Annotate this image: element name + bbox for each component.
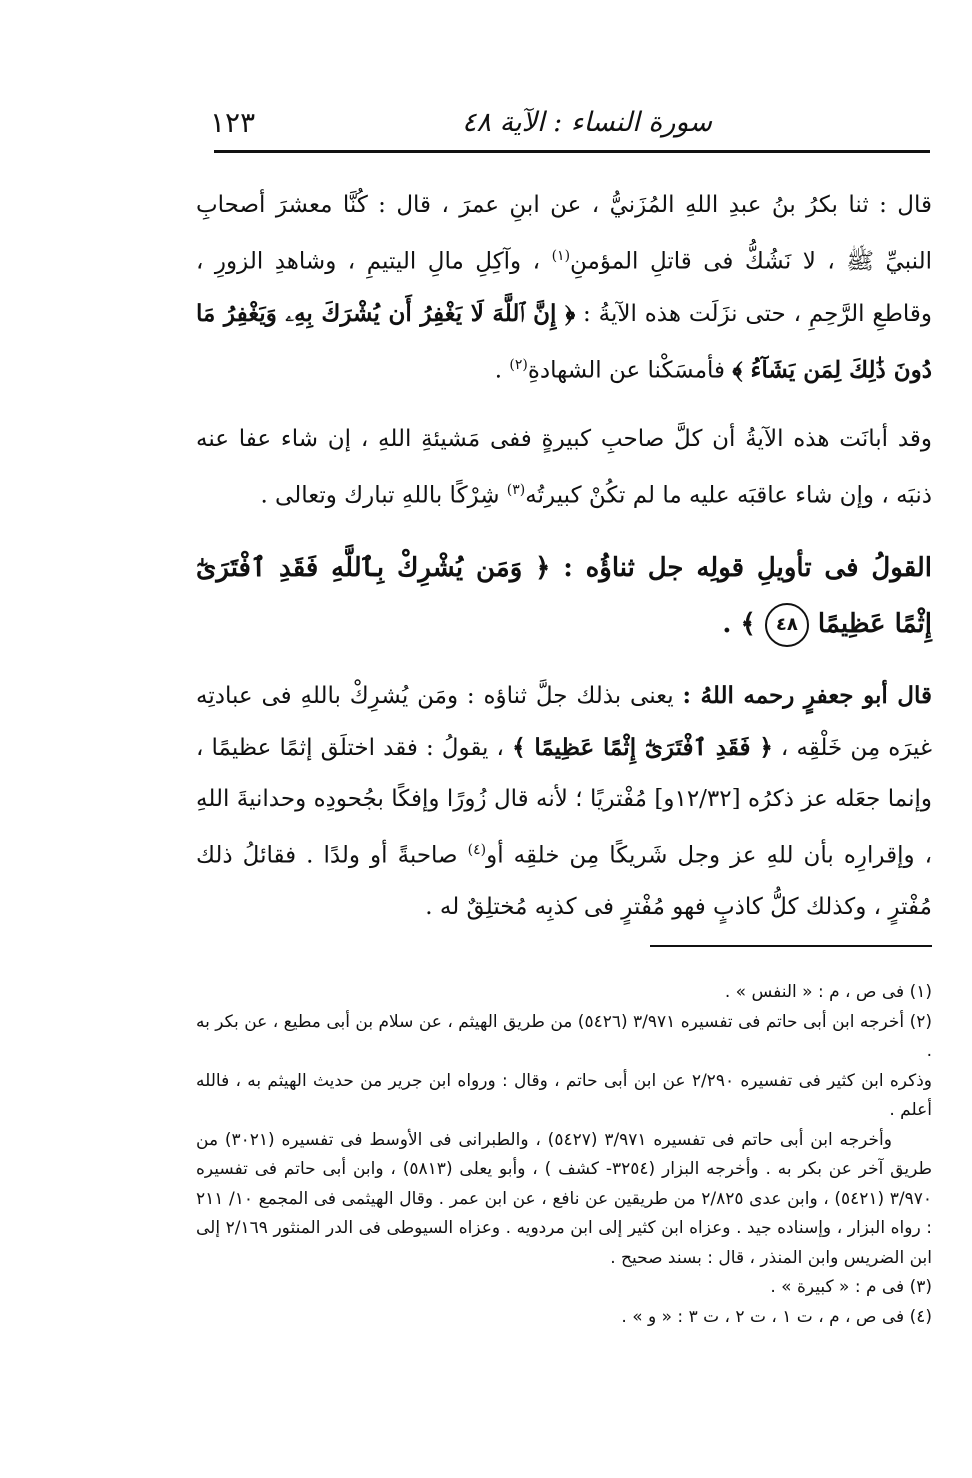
paragraph-1-text: قال : ثنا بكرُ بنُ عبدِ اللهِ المُزَنيُّ ، عن ابنِ عمرَ ، قال : كُنَّا معشرَ أصحابِ النبيِّ ﷺ ، لا نَشُكُّ فى قاتلِ المؤمنِ xyxy=(196,192,932,275)
footnotes xyxy=(196,978,932,1332)
paragraph-3 xyxy=(196,670,932,933)
heading-end: ﴾ . xyxy=(722,608,756,639)
footnote-ref-1: (١) xyxy=(551,248,571,264)
footnote-3: (٣) فى م : « كبيرة » . xyxy=(770,1277,932,1297)
header-rule xyxy=(214,150,930,153)
paragraph-2-text-b: شِرْكًا باللهِ تبارك وتعالى . xyxy=(260,482,500,509)
footnote-4: (٤) فى ص ، م ، ت ١ ، ت ٢ ، ت ٣ : « و » . xyxy=(621,1306,932,1327)
quran-verse-2: ﴿ فَقَدِ ٱفْتَرَىٰٓ إِثْمًا عَظِيمًا ﴾ xyxy=(512,733,773,761)
page-header xyxy=(210,100,922,144)
footnote-ref-4: (٤) xyxy=(467,841,487,858)
footnote-1: (١) فى ص ، م : « النفس » . xyxy=(724,982,932,1002)
paragraph-3-text-b: ، يقولُ : فقد اختلَق إثمًا عظيمًا ، وإنما جعَله عز ذكرُه [١٢/٣٢و] مُفْتريًا ؛ لأنه قال زُورًا وإفكًا بجُحودِه وحدانيةَ اللهِ ، وإقرارِه بأن للهِ عز وجل شَريكًا مِن خلقِه أو xyxy=(196,734,933,869)
paragraph-1-text-b: ، وآكِلِ مالِ اليتيمِ ، وشاهدِ الزورِ ، وقاطعِ الرَّحِمِ ، حتى نزَلَت هذه الآيةُ : xyxy=(196,248,932,327)
footnote-2a: (٢) أخرجه ابن أبى حاتم فى تفسيره ٣/٩٧١ (٥٤٢٦) من طريق الهيثم ، عن سلام بن أبى مطيع ، عن بكر به . xyxy=(196,1011,932,1061)
paragraph-1-end: . xyxy=(494,357,503,384)
paragraph-3-text-c: صاحبةً أو ولدًا . فقائلُ ذلك مُفْترٍ ، وكذلك كلُّ كاذبٍ فهو مُفْترٍ فى كذبِه مُختلِقٌ له . xyxy=(196,842,932,920)
page-number: ١٢٣ xyxy=(210,105,256,139)
paragraph-1 xyxy=(196,180,932,396)
paragraph-3-text: يعنى بذلك جلَّ ثناؤه : ومَن يُشرِكْ باللهِ فى عبادتِه غيرَه مِن خَلْقِه ، xyxy=(196,682,932,761)
quran-verse-1: ﴿ إِنَّ ٱللَّهَ لَا يَغْفِرُ أَن يُشْرَكَ بِهِۦ وَيَغْفِرُ مَا دُونَ ذَٰلِكَ لِمَن يَشَآءُ ﴾ xyxy=(196,299,932,384)
running-title: سورة النساء : الآية ٤٨ xyxy=(462,106,712,138)
paragraph-2 xyxy=(196,414,932,522)
section-heading xyxy=(196,540,932,652)
footnote-ref-2: (٢) xyxy=(509,356,528,373)
heading-text: القولُ فى تأويلِ قولِه جل ثناؤُه : xyxy=(563,552,932,583)
heading-quran: ﴿ وَمَن يُشْرِكْ بِٱللَّهِ فَقَدِ ٱفْتَرَىٰٓ إِثْمًا عَظِيمًا xyxy=(196,552,932,639)
paragraph-1-text-c: فأمسَكْنا عن الشهادةِ xyxy=(527,357,726,384)
main-text xyxy=(196,180,932,951)
footnote-ref-3: (٣) xyxy=(506,482,526,499)
footnote-2b: وذكره ابن كثير فى تفسيره ٢/٢٩٠ عن ابن أبى حاتم ، وقال : ورواه ابن جرير من حديث الهيثم به ، فالله أعلم . xyxy=(196,1070,932,1120)
paragraph-3-lead: قال أبو جعفرٍ رحمه اللهُ : xyxy=(682,681,932,709)
verse-number-ornament: ٤٨ xyxy=(765,603,809,647)
footnote-2c: وأخرجه ابن أبى حاتم فى تفسيره ٣/٩٧١ (٥٤٢٧) ، والطبرانى فى الأوسط فى تفسيره (٣٠٢١) من طريق آخر عن بكر به . وأخرجه البزار (٣٢٥٤- كشف ) ، وأبو يعلى (٥٨١٣) ، وابن أبى حاتم فى تفسيره ٣/٩٧٠ (٥٤٢١) ، وابن عدى ٢/٨٢٥ من طريقين عن نافع ، عن ابن عمر . وقال الهيثمى فى المجمع ١٠/ ٢١١ : رواه البزار ، وإسناده جيد . وعزاه ابن كثير إلى ابن مردويه . وعزاه السيوطى فى الدر المنثور ٢/١٦٩ إلى ابن الضريس وابن المنذر ، قال : بسند صحيح . xyxy=(196,1129,932,1268)
footnote-rule xyxy=(650,945,932,947)
paragraph-2-text: وقد أبانَت هذه الآيةُ أن كلَّ صاحبِ كبيرةٍ ففى مَشيئةِ اللهِ ، إن شاء عفا عنه ذنبَه ، وإن شاء عاقبَه عليه ما لم تكُنْ كبيرتُه xyxy=(196,426,932,509)
